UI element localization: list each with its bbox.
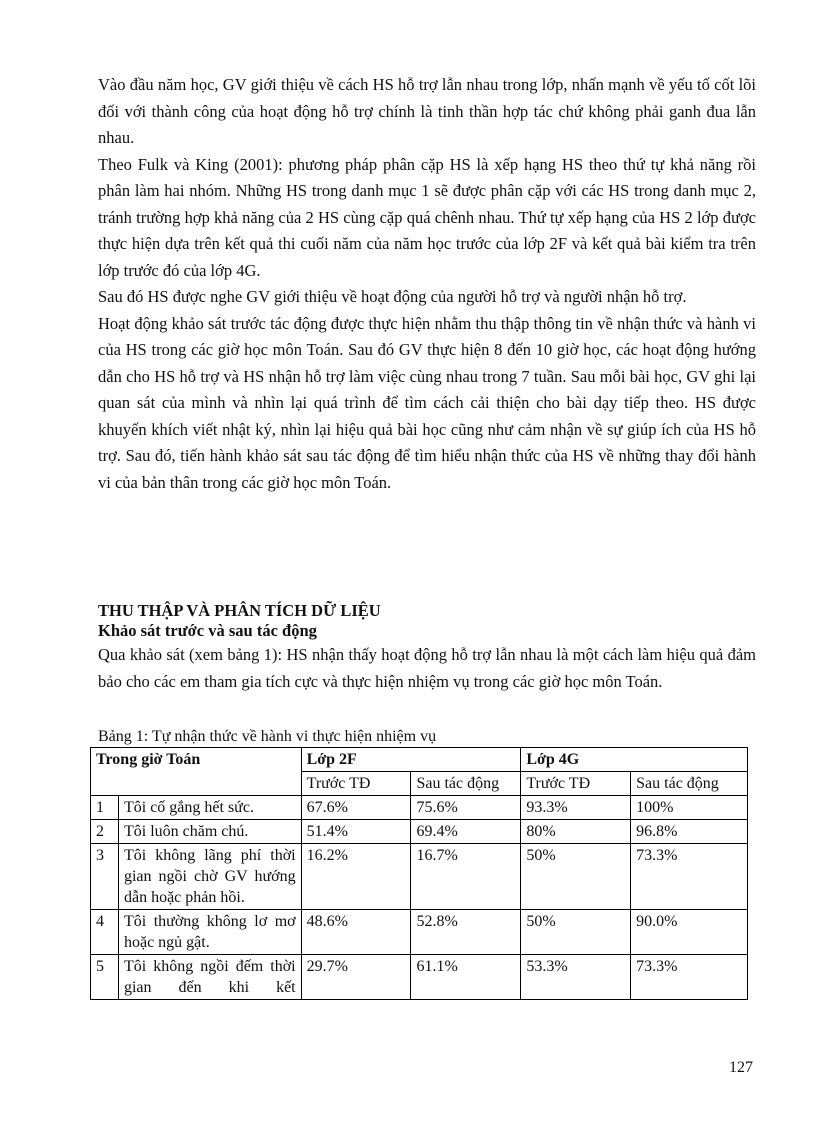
cell-a-before: 29.7% <box>301 955 411 1000</box>
cell-b-before: 50% <box>521 844 631 910</box>
table-header-row <box>91 748 748 772</box>
cell-a-after: 75.6% <box>411 796 521 820</box>
cell-b-before: 50% <box>521 910 631 955</box>
header-main: Trong giờ Toán <box>91 748 302 796</box>
cell-b-before: 53.3% <box>521 955 631 1000</box>
body-text <box>98 72 756 496</box>
header-class-a: Lớp 2F <box>301 748 521 772</box>
section-intro: Qua khảo sát (xem bảng 1): HS nhận thấy hoạt động hỗ trợ lẫn nhau là một cách làm hiệu quả đảm bảo cho các em tham gia tích cực và thực hiện nhiệm vụ trong các giờ học môn Toán. <box>98 645 756 691</box>
cell-b-before: 93.3% <box>521 796 631 820</box>
cell-a-after: 52.8% <box>411 910 521 955</box>
table-row <box>91 820 748 844</box>
cell-b-after: 73.3% <box>631 955 748 1000</box>
cell-a-before: 16.2% <box>301 844 411 910</box>
row-item: Tôi luôn chăm chú. <box>118 820 301 844</box>
header-b-after: Sau tác động <box>631 772 748 796</box>
cell-b-after: 100% <box>631 796 748 820</box>
cell-a-before: 48.6% <box>301 910 411 955</box>
row-number: 1 <box>91 796 119 820</box>
table-row <box>91 910 748 955</box>
cell-b-after: 90.0% <box>631 910 748 955</box>
cell-a-after: 69.4% <box>411 820 521 844</box>
table-row <box>91 796 748 820</box>
table-row <box>91 955 748 1000</box>
table-caption: Bảng 1: Tự nhận thức về hành vi thực hiện nhiệm vụ <box>98 728 437 745</box>
cell-b-after: 96.8% <box>631 820 748 844</box>
section-subheading: Khảo sát trước và sau tác động <box>98 621 317 640</box>
row-item: Tôi không ngồi đếm thời gian đến khi kết <box>118 955 301 1000</box>
page-number: 127 <box>729 1059 753 1076</box>
paragraph-intro: Vào đầu năm học, GV giới thiệu về cách HS hỗ trợ lẫn nhau trong lớp, nhấn mạnh về yếu tố cốt lõi đối với thành công của hoạt động hỗ trợ chính là tinh thần hợp tác chứ không phải ganh đua lẫn nhau. <box>98 75 756 147</box>
paragraph-roles: Sau đó HS được nghe GV giới thiệu về hoạt động của người hỗ trợ và người nhận hỗ trợ. <box>98 287 687 306</box>
row-number: 5 <box>91 955 119 1000</box>
cell-a-before: 67.6% <box>301 796 411 820</box>
row-number: 4 <box>91 910 119 955</box>
cell-b-after: 73.3% <box>631 844 748 910</box>
paragraph-pairing-method: Theo Fulk và King (2001): phương pháp phân cặp HS là xếp hạng HS theo thứ tự khả năng rồi phân làm hai nhóm. Những HS trong danh mục 1 sẽ được phân cặp với các HS trong danh mục 2, tránh trường hợp khả năng của 2 HS cùng cặp quá chênh nhau. Thứ tự xếp hạng của HS 2 lớp được thực hiện dựa trên kết quả thi cuối năm của năm học trước của lớp 2F và kết quả bài kiểm tra trên lớp trước đó của lớp 4G. <box>98 154 756 280</box>
header-a-after: Sau tác động <box>411 772 521 796</box>
survey-table <box>90 747 748 1000</box>
row-number: 2 <box>91 820 119 844</box>
cell-a-after: 61.1% <box>411 955 521 1000</box>
row-item: Tôi không lãng phí thời gian ngồi chờ GV hướng dẫn hoặc phản hồi. <box>118 844 301 910</box>
row-item: Tôi thường không lơ mơ hoặc ngủ gật. <box>118 910 301 955</box>
paragraph-survey: Hoạt động khảo sát trước tác động được thực hiện nhằm thu thập thông tin về nhận thức và hành vi của HS trong các giờ học môn Toán. Sau đó GV thực hiện 8 đến 10 giờ học, các hoạt động hướng dẫn cho HS hỗ trợ và HS nhận hỗ trợ làm việc cùng nhau trong 7 tuần. Sau mỗi bài học, GV ghi lại quan sát của mình và nhìn lại quá trình để tìm cách cải thiện cho bài dạy tiếp theo. HS được khuyến khích viết nhật ký, nhìn lại hiệu quả bài học cũng như cảm nhận về sự giúp ích của HS hỗ trợ. Sau đó, tiến hành khảo sát sau tác động để tìm hiểu nhận thức của HS về những thay đổi hành vi của bản thân trong các giờ học môn Toán. <box>98 313 756 492</box>
header-b-before: Trước TĐ <box>521 772 631 796</box>
header-class-b: Lớp 4G <box>521 748 748 772</box>
row-number: 3 <box>91 844 119 910</box>
header-a-before: Trước TĐ <box>301 772 411 796</box>
cell-b-before: 80% <box>521 820 631 844</box>
cell-a-after: 16.7% <box>411 844 521 910</box>
cell-a-before: 51.4% <box>301 820 411 844</box>
row-item: Tôi cố gắng hết sức. <box>118 796 301 820</box>
table-row <box>91 844 748 910</box>
section-data-collection <box>98 601 756 695</box>
section-heading: THU THẬP VÀ PHÂN TÍCH DỮ LIỆU <box>98 601 381 620</box>
